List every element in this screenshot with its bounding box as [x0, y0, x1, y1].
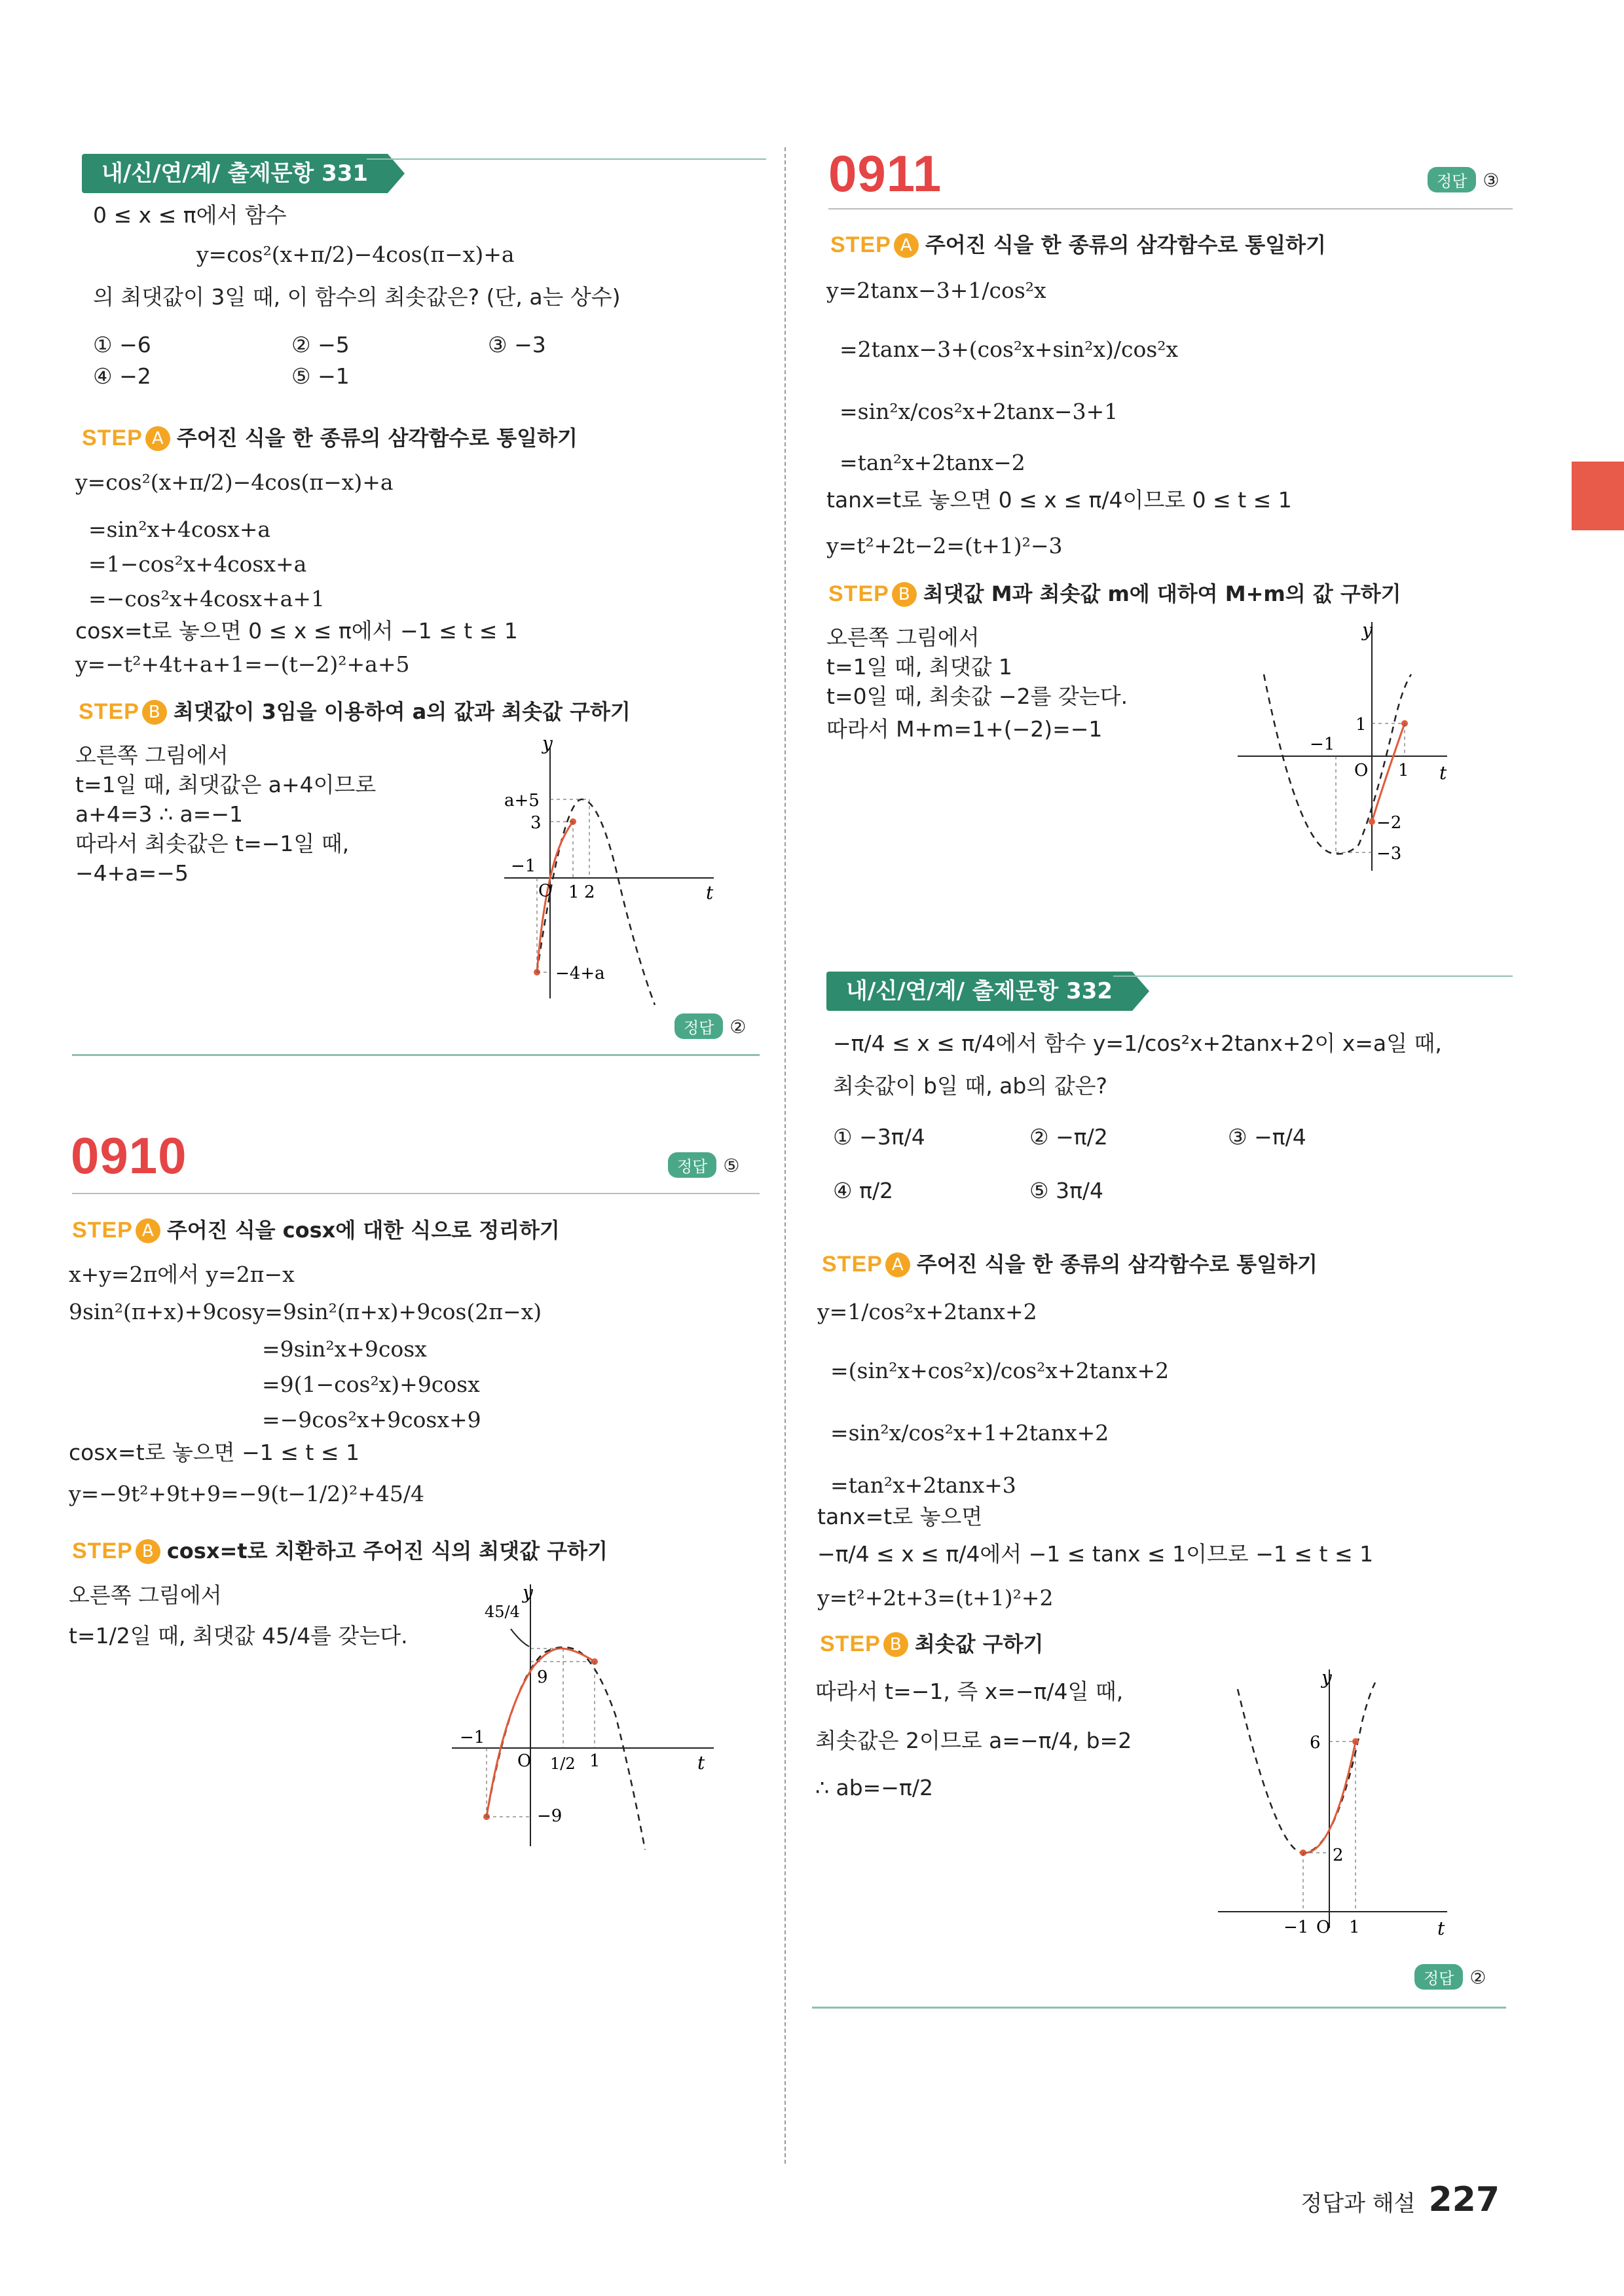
svg-text:9: 9	[537, 1667, 548, 1687]
p331-choice2: ② −5	[291, 332, 350, 357]
y-label: y	[542, 737, 553, 754]
svg-text:45/4: 45/4	[485, 1603, 520, 1621]
p331-b3: a+4=3 ∴ a=−1	[75, 801, 244, 827]
three-label: 3	[530, 813, 542, 833]
svg-text:t: t	[697, 1752, 705, 1774]
divider	[1113, 975, 1513, 977]
svg-text:−1: −1	[460, 1728, 485, 1747]
p331-choice3: ③ −3	[488, 332, 546, 357]
divider	[72, 1193, 760, 1194]
p331-b1: 오른쪽 그림에서	[75, 742, 229, 768]
page-footer	[1301, 2180, 1500, 2219]
p331-a3: =1−cos²x+4cosx+a	[88, 551, 307, 577]
p332-b2: 최솟값은 2이므로 a=−π/4, b=2	[815, 1728, 1132, 1753]
p331-b5: −4+a=−5	[75, 860, 189, 886]
p332-stepB: STEP B 최솟값 구하기	[820, 1631, 1044, 1656]
chapter-side-tab	[1572, 462, 1624, 530]
p332-a2: =(sin²x+cos²x)/cos²x+2tanx+2	[830, 1358, 1170, 1383]
p331-b4: 따라서 최솟값은 t=−1일 때,	[75, 831, 350, 856]
p332-a5: tanx=t로 놓으면	[817, 1504, 983, 1529]
p0910-a6: cosx=t로 놓으면 −1 ≤ t ≤ 1	[69, 1440, 360, 1465]
svg-text:1: 1	[589, 1751, 600, 1771]
divider	[72, 1054, 760, 1056]
svg-text:O: O	[1354, 761, 1369, 780]
p331-a6: y=−t²+4t+a+1=−(t−2)²+a+5	[75, 651, 410, 677]
svg-text:t: t	[1439, 762, 1447, 784]
svg-text:2: 2	[1333, 1846, 1344, 1865]
naesin-332-banner: 내/신/연/계/ 출제문항 332	[826, 972, 1132, 1011]
p0911-a1: y=2tanx−3+1/cos²x	[826, 278, 1046, 303]
svg-text:t: t	[1437, 1918, 1445, 1939]
graph-0911	[1231, 622, 1454, 884]
origin-label: O	[538, 881, 553, 901]
t-label: t	[706, 882, 714, 903]
p331-a1: y=cos²(x+π/2)−4cos(π−x)+a	[75, 469, 394, 495]
svg-text:1/2: 1/2	[550, 1755, 576, 1773]
p332-b3: ∴ ab=−π/2	[815, 1775, 933, 1800]
p332-line2: 최솟값이 b일 때, ab의 값은?	[833, 1073, 1107, 1099]
p331-stepB: STEP B 최댓값이 3임을 이용하여 a의 값과 최솟값 구하기	[79, 699, 631, 724]
p0910-a4: =9(1−cos²x)+9cosx	[262, 1372, 480, 1397]
p332-a1: y=1/cos²x+2tanx+2	[817, 1299, 1037, 1324]
column-divider	[784, 147, 786, 2164]
divider	[367, 158, 766, 160]
svg-text:y: y	[1362, 622, 1373, 641]
p332-a7: y=t²+2t+3=(t+1)²+2	[817, 1585, 1054, 1611]
p0911-stepB: STEP B 최댓값 M과 최솟값 m에 대하여 M+m의 값 구하기	[828, 581, 1401, 606]
svg-text:1: 1	[1356, 715, 1367, 735]
two-label: 2	[584, 883, 595, 902]
p0910-a3: =9sin²x+9cosx	[262, 1336, 427, 1362]
p331-line1: 0 ≤ x ≤ π에서 함수	[93, 202, 287, 228]
p0911-b3: t=0일 때, 최솟값 −2를 갖는다.	[826, 683, 1128, 709]
graph-0910	[445, 1584, 720, 1859]
svg-text:y: y	[1321, 1669, 1332, 1688]
problem-number-0911: 0911	[828, 145, 942, 202]
p0911-a2: =2tanx−3+(cos²x+sin²x)/cos²x	[840, 337, 1179, 362]
svg-text:O: O	[1316, 1918, 1331, 1937]
p331-a4: =−cos²x+4cosx+a+1	[88, 586, 325, 611]
p0911-stepA: STEP A 주어진 식을 한 종류의 삼각함수로 통일하기	[830, 232, 1326, 257]
p0911-b2: t=1일 때, 최댓값 1	[826, 654, 1012, 680]
p0910-a1: x+y=2π에서 y=2π−x	[69, 1262, 295, 1287]
p0910-answer: 정답 ⑤	[668, 1152, 739, 1178]
divider	[812, 2007, 1506, 2009]
graph-331	[498, 737, 720, 1011]
divider	[828, 208, 1513, 210]
svg-text:−1: −1	[1283, 1918, 1309, 1937]
p332-choice1: ① −3π/4	[833, 1124, 925, 1150]
p0910-b1: 오른쪽 그림에서	[69, 1582, 222, 1608]
p332-choice5: ⑤ 3π/4	[1029, 1178, 1104, 1203]
svg-text:O: O	[517, 1751, 532, 1771]
p0911-b4: 따라서 M+m=1+(−2)=−1	[826, 716, 1103, 742]
p0910-a2: 9sin²(π+x)+9cosy=9sin²(π+x)+9cos(2π−x)	[69, 1299, 542, 1324]
p332-a4: =tan²x+2tanx+3	[830, 1472, 1016, 1498]
p332-choice3: ③ −π/4	[1228, 1124, 1306, 1150]
p0910-a7: y=−9t²+9t+9=−9(t−1/2)²+45/4	[69, 1481, 425, 1506]
p332-a6: −π/4 ≤ x ≤ π/4에서 −1 ≤ tanx ≤ 1이므로 −1 ≤ t ≤ 1	[817, 1541, 1374, 1567]
p332-a3: =sin²x/cos²x+1+2tanx+2	[830, 1420, 1109, 1446]
p332-line1: −π/4 ≤ x ≤ π/4에서 함수 y=1/cos²x+2tanx+2이 x=a일 때,	[833, 1030, 1442, 1056]
p0911-a3: =sin²x/cos²x+2tanx−3+1	[840, 399, 1118, 424]
p0910-stepA: STEP A 주어진 식을 cosx에 대한 식으로 정리하기	[72, 1218, 560, 1243]
svg-text:−3: −3	[1376, 844, 1402, 864]
svg-text:−1: −1	[1310, 735, 1335, 754]
p0910-b2: t=1/2일 때, 최댓값 45/4를 갖는다.	[69, 1623, 408, 1649]
p0910-stepB: STEP B cosx=t로 치환하고 주어진 식의 최댓값 구하기	[72, 1539, 608, 1563]
svg-text:6: 6	[1310, 1733, 1321, 1753]
svg-text:1: 1	[1349, 1918, 1360, 1937]
minus1-label: −1	[511, 856, 536, 876]
p331-answer: 정답 ②	[674, 1013, 746, 1039]
p331-choice4: ④ −2	[93, 363, 151, 389]
svg-text:y: y	[523, 1584, 533, 1603]
naesin-331-banner: 내/신/연/계/ 출제문항 331	[82, 154, 388, 193]
p331-b2: t=1일 때, 최댓값은 a+4이므로	[75, 772, 377, 797]
p331-a5: cosx=t로 놓으면 0 ≤ x ≤ π에서 −1 ≤ t ≤ 1	[75, 618, 518, 644]
graph-332	[1218, 1669, 1454, 1944]
footer-label: 정답과 해설	[1301, 2191, 1416, 2217]
p332-b1: 따라서 t=−1, 즉 x=−π/4일 때,	[815, 1679, 1124, 1704]
p332-choice2: ② −π/2	[1029, 1124, 1108, 1150]
a5-label: a+5	[504, 791, 540, 811]
svg-text:−2: −2	[1376, 813, 1402, 833]
p331-choice1: ① −6	[93, 332, 151, 357]
svg-text:1: 1	[1398, 761, 1409, 780]
page-number: 227	[1428, 2180, 1500, 2219]
p331-line2: y=cos²(x+π/2)−4cos(π−x)+a	[196, 242, 515, 267]
p0911-b1: 오른쪽 그림에서	[826, 625, 980, 650]
p331-line3: 의 최댓값이 3일 때, 이 함수의 최솟값은? (단, a는 상수)	[93, 284, 621, 310]
p0911-a5: tanx=t로 놓으면 0 ≤ x ≤ π/4이므로 0 ≤ t ≤ 1	[826, 487, 1292, 513]
p0911-answer: 정답 ③	[1428, 167, 1499, 192]
p332-answer: 정답 ②	[1414, 1964, 1486, 1990]
p332-stepA: STEP A 주어진 식을 한 종류의 삼각함수로 통일하기	[822, 1252, 1318, 1277]
problem-number-0910: 0910	[71, 1127, 187, 1184]
svg-text:−9: −9	[537, 1806, 563, 1826]
m4a-label: −4+a	[555, 964, 605, 983]
p331-stepA: STEP A 주어진 식을 한 종류의 삼각함수로 통일하기	[82, 426, 578, 450]
p331-a2: =sin²x+4cosx+a	[88, 517, 271, 542]
one-label: 1	[568, 883, 580, 902]
p331-choice5: ⑤ −1	[291, 363, 350, 389]
p0910-a5: =−9cos²x+9cosx+9	[262, 1407, 481, 1432]
p0911-a4: =tan²x+2tanx−2	[840, 450, 1025, 475]
p332-choice4: ④ π/2	[833, 1178, 894, 1203]
p0911-a6: y=t²+2t−2=(t+1)²−3	[826, 533, 1063, 558]
